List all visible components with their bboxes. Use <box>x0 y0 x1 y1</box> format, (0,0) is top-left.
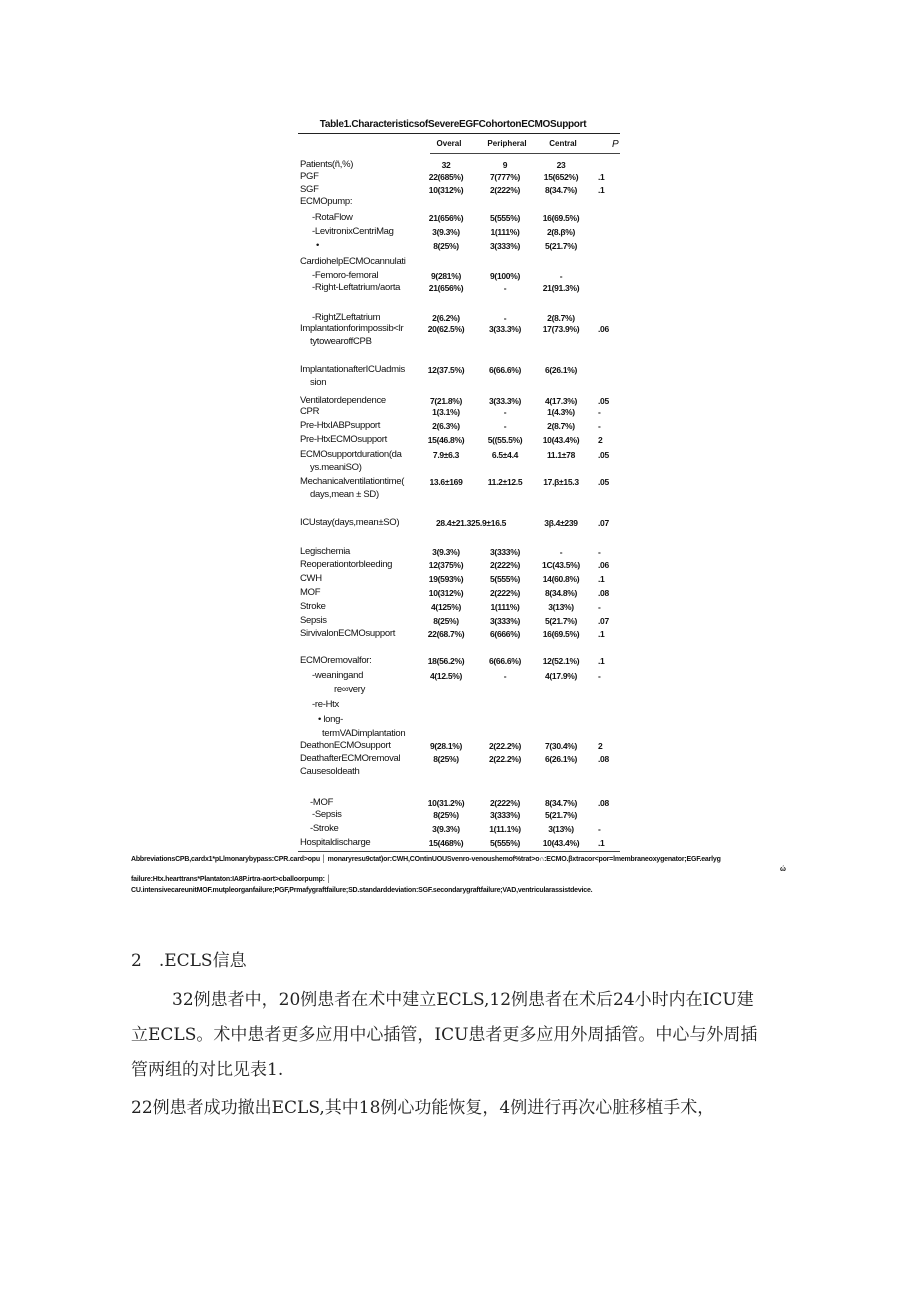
table-cell-central: - <box>559 547 563 557</box>
table-row-label: CPR <box>300 406 320 417</box>
table-cell-central: 8(34.7%) <box>544 798 578 808</box>
table-row-label: ICUstay(days,mean±SO) <box>300 517 400 528</box>
table-cell-overall: 32 <box>441 160 451 170</box>
table-cell-central: 16(69.5%) <box>542 213 580 223</box>
table-cell-overall: 15(468%) <box>428 838 464 848</box>
table-cell-p: - <box>598 824 601 834</box>
table-cell-peripheral: 3(33.3%) <box>488 396 522 406</box>
table-row-label: Sepsis <box>300 615 327 626</box>
table-cell-overall: 22(685%) <box>428 172 464 182</box>
table-cell-central: 5(21.7%) <box>544 241 578 251</box>
table-cell-central: 11.1±78 <box>546 450 576 460</box>
table-cell-p: .08 <box>598 588 609 598</box>
table-row-label: -RotaFlow <box>312 212 353 223</box>
table-cell-central: 3(13%) <box>548 824 574 834</box>
paragraph-1-line-2: 立ECLS。术中患者更多应用中心插管，ICU患者更多应用外周插管。中心与外周插 <box>131 1025 758 1045</box>
table-row-label: MOF <box>300 587 321 598</box>
table-cell-p: - <box>598 421 601 431</box>
table-cell-peripheral: 6(66.6%) <box>488 656 522 666</box>
table-row-label: -RightZLeftatrium <box>312 312 381 323</box>
table-cell-p: .05 <box>598 396 609 406</box>
table-cell-peripheral: 1(111%) <box>490 227 520 237</box>
table-cell-overall: 19(593%) <box>428 574 464 584</box>
table-cell-peripheral: 3(333%) <box>489 241 521 251</box>
table-cell-overall: 2(6.3%) <box>432 421 460 431</box>
table-cell-peripheral: 11.2±12.5 <box>487 477 523 487</box>
table-cell-overall: 21(656%) <box>428 213 464 223</box>
table-cell-overall: 4(12.5%) <box>429 671 463 681</box>
table-cell-overall: 10(312%) <box>428 185 464 195</box>
header-p: P <box>612 139 619 150</box>
table-cell-central: 3(13%) <box>548 602 574 612</box>
table-cell-p: .1 <box>598 574 605 584</box>
table-cell-p: .07 <box>598 616 609 626</box>
table-row-label: -Sepsis <box>312 809 342 820</box>
table-cell-overall: 3(9.3%) <box>432 547 460 557</box>
table-cell-p: - <box>598 671 601 681</box>
table-cell-p: .05 <box>598 450 609 460</box>
table-cell-overall: 7.9±6.3 <box>432 450 460 460</box>
table-cell-p: - <box>598 602 601 612</box>
table-cell-central: 5(21.7%) <box>544 810 578 820</box>
table-cell-p: .08 <box>598 798 609 808</box>
table-row-label: DeathonECMOsupport <box>300 740 391 751</box>
table-cell-peripheral: 6.5±4.4 <box>491 450 519 460</box>
table-cell-central: 4(17.9%) <box>544 671 578 681</box>
table-cell-overall: 3(9.3%) <box>432 227 460 237</box>
table-cell-peripheral: 6(66.6%) <box>488 365 522 375</box>
table-row-label: Hospitaldischarge <box>300 837 371 848</box>
table-row-label: CWH <box>300 573 322 584</box>
table-row-label: ys.meaniSO) <box>310 462 362 473</box>
table-cell-peripheral: 5(555%) <box>489 838 521 848</box>
table-cell-central: 10(43.4%) <box>542 435 580 445</box>
table-row-label: PGF <box>300 171 319 182</box>
table-cell-peripheral: 2(22.2%) <box>488 754 522 764</box>
table-cell-central: 10(43.4%) <box>542 838 580 848</box>
table-header-rule <box>430 153 620 154</box>
table-cell-central: 14(60.8%) <box>542 574 580 584</box>
table-cell-overall: 21(656%) <box>428 283 464 293</box>
table-cell-overall: 15(46.8%) <box>427 435 465 445</box>
table-cell-p: 2 <box>598 741 603 751</box>
abbreviations-line-1: AbbreviationsCPB,cardx1*pLlmonarybypass:CPR.card>opu │ monaryresu9ctat)or:CWH,COntinUOUSvenro-venoushemof%trat>o∩:ECMO.βxtracor<por=lmembraneoxygenator;EGF.earlyg <box>131 856 721 863</box>
table-cell-central: 1C(43.5%) <box>542 560 580 570</box>
table-cell-central: 17(73.9%) <box>542 324 580 334</box>
table-cell-central: 2(8.7%) <box>547 421 575 431</box>
table-row-label: SirvivalonECMOsupport <box>300 628 396 639</box>
table-cell-p: .06 <box>598 324 609 334</box>
paragraph-1-line-1: 32例患者中，20例患者在术中建立ECLS,12例患者在术后24小时内在ICU建 <box>172 990 754 1010</box>
table-title: Table1.CharacteristicsofSevereEGFCohortonECMOSupport <box>319 119 587 130</box>
table-cell-overall: 8(25%) <box>433 241 459 251</box>
table-row-label: • <box>316 240 320 251</box>
table-cell-peripheral: 2(222%) <box>489 588 521 598</box>
table-cell-central: 21(91.3%) <box>542 283 580 293</box>
table-cell-central: 23 <box>556 160 566 170</box>
table-top-rule <box>298 133 620 134</box>
table-cell-overall: 10(31.2%) <box>427 798 465 808</box>
table-cell-overall: 4(125%) <box>430 602 462 612</box>
table-cell-central: 8(34.7%) <box>544 185 578 195</box>
header-central: Central <box>549 139 577 148</box>
table-row-label: -re-Htx <box>312 699 339 710</box>
table-row-label: • long- <box>318 714 343 725</box>
table-cell-peripheral: - <box>503 407 507 417</box>
table-row-label: Implantationforimpossib<lr <box>300 323 404 334</box>
table-row-label: -weaningand <box>312 670 364 681</box>
table-row-label: SGF <box>300 184 319 195</box>
table-cell-overall: 18(56.2%) <box>427 656 465 666</box>
table-row-label: re∞very <box>334 684 366 695</box>
table-row-label: -Femoro-femoral <box>312 270 379 281</box>
table-cell-overall: 7(21.8%) <box>429 396 463 406</box>
table-cell-central: 3β.4±239 <box>544 518 578 528</box>
table-row-label: -LevitronixCentriMag <box>312 226 394 237</box>
table-cell-central: 15(652%) <box>543 172 579 182</box>
table-row-label: ECMOremovalfor: <box>300 655 372 666</box>
table-cell-overall: 3(9.3%) <box>432 824 460 834</box>
table-row-label: termVADimplantation <box>322 728 406 739</box>
table-cell-peripheral: - <box>503 671 507 681</box>
table-cell-p: .08 <box>598 754 609 764</box>
table-cell-p: .1 <box>598 172 605 182</box>
table-row-label: -Stroke <box>310 823 339 834</box>
table-cell-overall: 2(6.2%) <box>432 313 460 323</box>
table-cell-overall: 8(25%) <box>433 810 459 820</box>
table-row-label: ECMOpump: <box>300 196 353 207</box>
table-cell-peripheral: 2(222%) <box>489 798 521 808</box>
table-cell-peripheral: 9 <box>502 160 508 170</box>
table-cell-p: - <box>598 547 601 557</box>
table-cell-peripheral: 5((55.5%) <box>487 435 523 445</box>
table-row-label: Pre-HtxECMOsupport <box>300 434 387 445</box>
table-cell-central: 7(30.4%) <box>544 741 578 751</box>
table-cell-central: 17.β±15.3 <box>543 477 579 487</box>
table-cell-peripheral: 5(555%) <box>489 574 521 584</box>
table-cell-peripheral: 2(222%) <box>489 185 521 195</box>
table-row-label: DeathafterECMOremoval <box>300 753 401 764</box>
table-cell-peripheral: 3(333%) <box>489 547 521 557</box>
table-cell-peripheral: - <box>503 283 507 293</box>
table-cell-overall: 28.4±21.325.9±16.5 <box>436 518 507 528</box>
table-cell-central: 5(21.7%) <box>544 616 578 626</box>
table-cell-peripheral: 1(11.1%) <box>489 824 521 834</box>
table-cell-p: .05 <box>598 477 609 487</box>
table-cell-peripheral: - <box>503 421 507 431</box>
header-peripheral: Peripheral <box>487 139 527 148</box>
table-cell-overall: 1(3.1%) <box>432 407 460 417</box>
table-cell-overall: 13.6±169 <box>429 477 463 487</box>
table-row-label: tytowearoffCPB <box>310 336 372 347</box>
table-cell-peripheral: 3(333%) <box>489 616 521 626</box>
table-row-label: Mechanicalventilationtime( <box>300 476 405 487</box>
table-cell-central: 4(17.3%) <box>544 396 578 406</box>
abbreviations-line-2: failure:Htx.hearttrans*Plantaton:IA8P.irtra-aort>cballoorpump: │ CU.intensivecareunitMOF.mutpleorganfailure;PGF,Prmafygraftfailure;SD.standarddeviation:SGF.secondarygraftfailure;VAD,ventricularassistdevice. <box>131 876 593 894</box>
table-cell-p: .1 <box>598 838 605 848</box>
table-cell-peripheral: 6(666%) <box>489 629 521 639</box>
table-cell-central: 1(4.3%) <box>547 407 575 417</box>
table-cell-overall: 9(28.1%) <box>429 741 463 751</box>
table-cell-peripheral: 3(333%) <box>489 810 521 820</box>
table-cell-central: 6(26.1%) <box>544 365 578 375</box>
table-cell-p: 2 <box>598 435 603 445</box>
table-cell-p: .1 <box>598 185 605 195</box>
table-row-label: sion <box>310 377 327 388</box>
table-cell-central: 6(26.1%) <box>544 754 578 764</box>
table-row-label: Reoperationtorbleeding <box>300 559 393 570</box>
table-row-label: Causesoldeath <box>300 766 360 777</box>
table-cell-overall: 12(37.5%) <box>427 365 465 375</box>
table-cell-peripheral: - <box>503 313 507 323</box>
paragraph-2: 22例患者成功撤出ECLS,其中18例心功能恢复，4例进行再次心脏移植手术， <box>131 1098 715 1118</box>
paragraph-1-line-3: 管两组的对比见表1. <box>131 1060 284 1080</box>
table-cell-peripheral: 3(33.3%) <box>488 324 522 334</box>
table-cell-p: .1 <box>598 656 605 666</box>
table-row-label: ImplantationafterICUadmis <box>300 364 405 375</box>
table-row-label: Stroke <box>300 601 326 612</box>
table-cell-p: .1 <box>598 629 605 639</box>
table-cell-overall: 8(25%) <box>433 754 459 764</box>
table-cell-central: - <box>559 271 563 281</box>
table-cell-peripheral: 2(22.2%) <box>488 741 522 751</box>
table-row-label: ECMOsupportduration(da <box>300 449 402 460</box>
table-cell-overall: 20(62.5%) <box>427 324 465 334</box>
table-cell-peripheral: 5(555%) <box>489 213 521 223</box>
table-row-label: Pre-HtxIABPsupport <box>300 420 381 431</box>
table-cell-overall: 22(68.7%) <box>427 629 465 639</box>
table-row-label: -Right-Leftatrium/aorta <box>312 282 401 293</box>
table-row-label: Ventilatordependence <box>300 395 386 406</box>
table-row-label: Patients(ñ,%) <box>300 159 354 170</box>
abbreviations-side-mark: ώ <box>780 866 786 873</box>
table-cell-peripheral: 2(222%) <box>489 560 521 570</box>
table-cell-p: - <box>598 407 601 417</box>
table-row-label: -MOF <box>310 797 334 808</box>
table-bottom-rule <box>298 851 620 852</box>
table-cell-central: 16(69.5%) <box>542 629 580 639</box>
table-cell-peripheral: 7(777%) <box>489 172 521 182</box>
table-cell-overall: 9(281%) <box>430 271 462 281</box>
section-heading: 2 .ECLS信息 <box>131 951 247 971</box>
table-cell-central: 2(8.7%) <box>547 313 575 323</box>
table-cell-overall: 10(312%) <box>428 588 464 598</box>
table-cell-p: .06 <box>598 560 609 570</box>
table-cell-central: 12(52.1%) <box>542 656 580 666</box>
table-row-label: CardiohelpECMOcannulati <box>300 256 406 267</box>
table-cell-overall: 12(375%) <box>428 560 464 570</box>
table-row-label: Legischemia <box>300 546 351 557</box>
table-row-label: days,mean ± SD) <box>310 489 379 500</box>
table-cell-overall: 8(25%) <box>433 616 459 626</box>
table-cell-central: 2(8.β%) <box>546 227 576 237</box>
table-cell-peripheral: 1(111%) <box>490 602 520 612</box>
table-cell-peripheral: 9(100%) <box>489 271 521 281</box>
table-cell-p: .07 <box>598 518 609 528</box>
table-cell-central: 8(34.8%) <box>544 588 578 598</box>
header-overall: Overal <box>436 139 462 148</box>
